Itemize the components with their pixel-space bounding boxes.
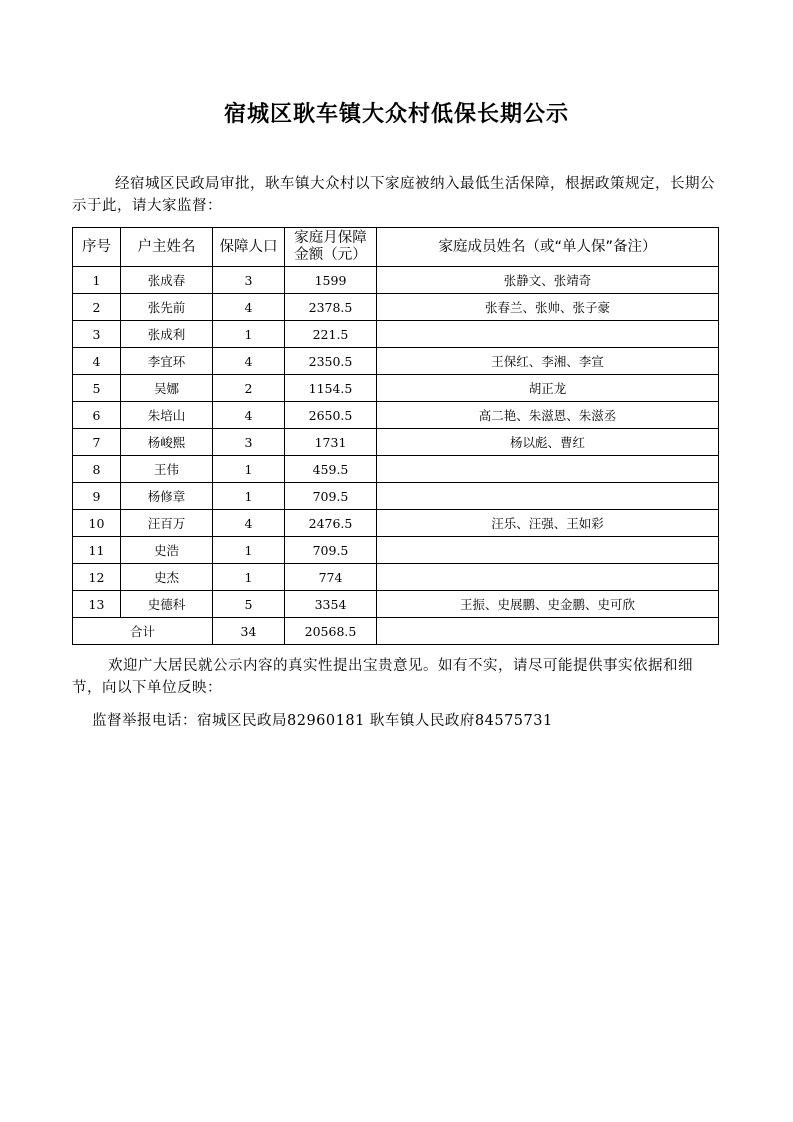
row-index-cell: 7 [73,429,121,456]
table-row [73,483,719,510]
row-index-cell: 4 [73,348,121,375]
table-row [73,429,719,456]
row-members-cell [377,537,719,564]
row-population-cell: 1 [213,456,285,483]
row-name-cell: 史德科 [121,591,213,618]
table-row [73,321,719,348]
row-population-cell: 3 [213,267,285,294]
intro-paragraph: 经宿城区民政局审批，耿车镇大众村以下家庭被纳入最低生活保障，根据政策规定，长期公示于此，请大家监督： [72,176,715,214]
table-row [73,537,719,564]
table-row [73,402,719,429]
row-name-cell: 朱培山 [121,402,213,429]
row-amount-cell: 2650.5 [285,402,377,429]
table-row [73,510,719,537]
row-name-cell: 史杰 [121,564,213,591]
row-members-cell: 张春兰、张帅、张子豪 [377,294,719,321]
row-members-cell: 高二艳、朱滋恩、朱滋丞 [377,402,719,429]
table-body [73,267,719,618]
table-row [73,267,719,294]
header-amount-line1: 家庭月保障 [294,230,367,246]
row-population-cell: 4 [213,510,285,537]
row-population-cell: 1 [213,537,285,564]
row-index-cell: 13 [73,591,121,618]
row-index-cell: 1 [73,267,121,294]
row-index-cell: 12 [73,564,121,591]
row-members-cell: 王保红、李湘、李宣 [377,348,719,375]
table-row [73,564,719,591]
header-head-name: 户主姓名 [121,228,213,267]
feedback-paragraph: 欢迎广大居民就公示内容的真实性提出宝贵意见。如有不实，请尽可能提供事实依据和细节，向以下单位反映： [72,658,693,696]
row-index-cell: 8 [73,456,121,483]
row-members-cell: 胡正龙 [377,375,719,402]
row-name-cell: 杨修章 [121,483,213,510]
page-title: 宿城区耿车镇大众村低保长期公示 [223,102,569,127]
row-members-cell: 张静文、张靖奇 [377,267,719,294]
row-members-cell [377,321,719,348]
row-population-cell: 2 [213,375,285,402]
table-row [73,591,719,618]
row-name-cell: 李宜环 [121,348,213,375]
row-amount-cell: 709.5 [285,483,377,510]
header-amount-line2: 金额（元） [294,247,367,263]
row-amount-cell: 1599 [285,267,377,294]
row-amount-cell: 2476.5 [285,510,377,537]
table-row [73,375,719,402]
row-name-cell: 杨峻熙 [121,429,213,456]
table-header-row [73,228,719,267]
row-amount-cell: 2350.5 [285,348,377,375]
subsidy-table [72,227,719,645]
total-amount: 20568.5 [285,618,377,645]
header-amount [285,228,377,267]
row-index-cell: 6 [73,402,121,429]
row-amount-cell: 2378.5 [285,294,377,321]
row-members-cell: 汪乐、汪强、王如彩 [377,510,719,537]
row-amount-cell: 1731 [285,429,377,456]
row-population-cell: 3 [213,429,285,456]
row-name-cell: 史浩 [121,537,213,564]
header-population: 保障人口 [213,228,285,267]
table-row [73,456,719,483]
row-members-cell [377,456,719,483]
header-index: 序号 [73,228,121,267]
row-population-cell: 4 [213,348,285,375]
row-population-cell: 4 [213,402,285,429]
row-name-cell: 汪百万 [121,510,213,537]
table-row [73,348,719,375]
row-population-cell: 5 [213,591,285,618]
table-row [73,294,719,321]
table-total-row [73,618,719,645]
row-amount-cell: 709.5 [285,537,377,564]
row-population-cell: 1 [213,483,285,510]
hotline-text: 监督举报电话：宿城区民政局82960181 耿车镇人民政府84575731 [92,713,553,729]
row-population-cell: 4 [213,294,285,321]
row-amount-cell: 459.5 [285,456,377,483]
row-index-cell: 10 [73,510,121,537]
total-label: 合计 [73,618,213,645]
row-index-cell: 5 [73,375,121,402]
row-name-cell: 王伟 [121,456,213,483]
header-members: 家庭成员姓名（或“单人保”备注） [377,228,719,267]
total-members [377,618,719,645]
row-amount-cell: 774 [285,564,377,591]
row-index-cell: 9 [73,483,121,510]
row-population-cell: 1 [213,564,285,591]
row-index-cell: 2 [73,294,121,321]
row-amount-cell: 221.5 [285,321,377,348]
total-population: 34 [213,618,285,645]
row-name-cell: 张成利 [121,321,213,348]
row-index-cell: 11 [73,537,121,564]
row-index-cell: 3 [73,321,121,348]
row-members-cell: 王振、史展鹏、史金鹏、史可欣 [377,591,719,618]
row-amount-cell: 1154.5 [285,375,377,402]
row-name-cell: 张成春 [121,267,213,294]
row-members-cell [377,564,719,591]
row-population-cell: 1 [213,321,285,348]
row-members-cell [377,483,719,510]
row-amount-cell: 3354 [285,591,377,618]
row-name-cell: 吴娜 [121,375,213,402]
row-name-cell: 张先前 [121,294,213,321]
row-members-cell: 杨以彪、曹红 [377,429,719,456]
